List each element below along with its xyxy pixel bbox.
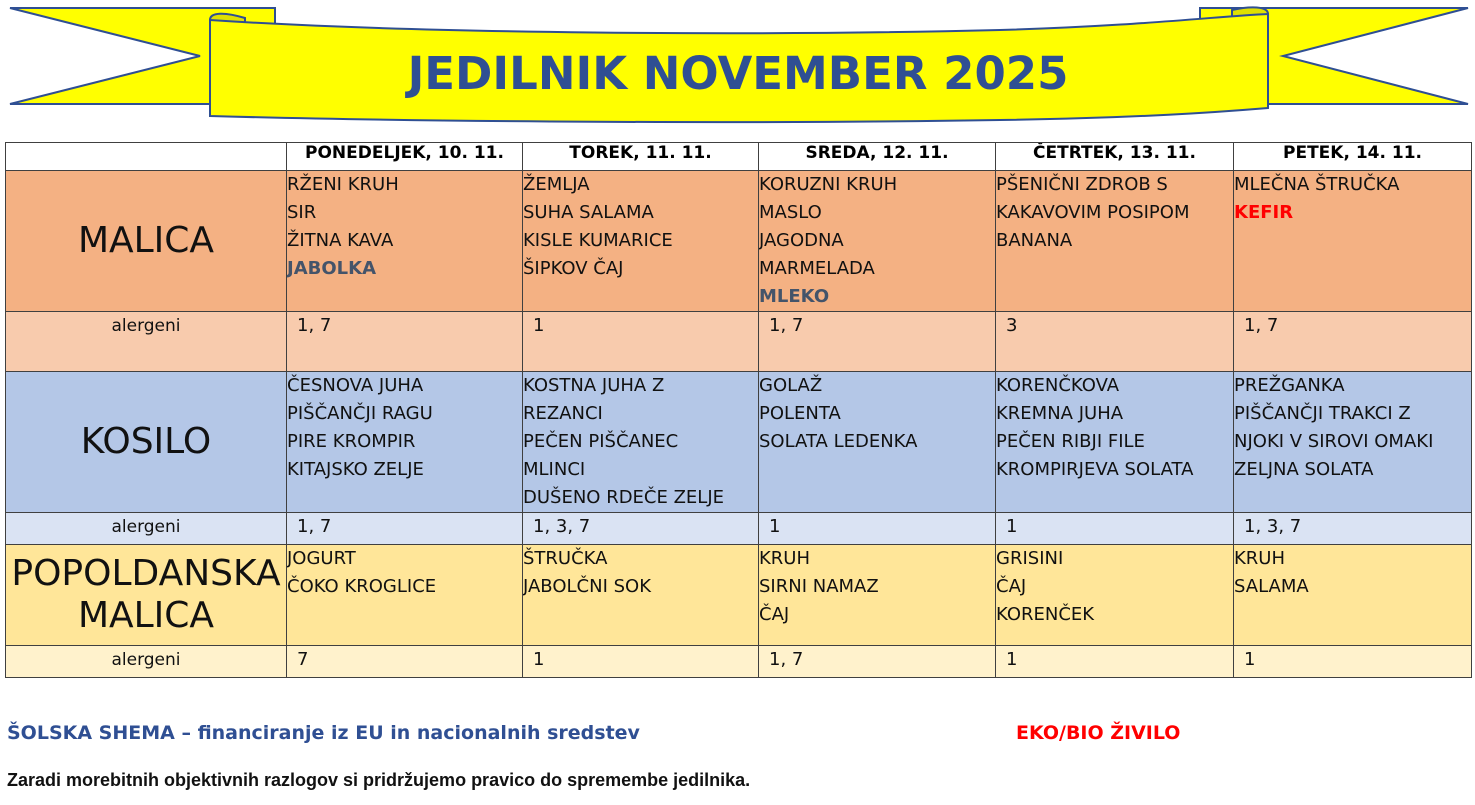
menu-item: PŠENIČNI ZDROB S [996, 174, 1168, 195]
menu-item: SUHA SALAMA [523, 202, 654, 223]
menu-item: DUŠENO RDEČE ZELJE [523, 487, 725, 508]
day-header: PONEDELJEK, 10. 11. [287, 143, 523, 171]
allergen-label: alergeni [6, 646, 287, 678]
menu-item: SIRNI NAMAZ [759, 576, 879, 597]
meal-cell [759, 171, 996, 312]
allergen-value: 1, 7 [759, 646, 996, 678]
menu-item: JAGODNA [759, 230, 844, 251]
meal-cell [996, 372, 1234, 513]
menu-item: SOLATA LEDENKA [759, 431, 918, 452]
allergen-value: 7 [287, 646, 523, 678]
menu-item: ŠIPKOV ČAJ [523, 258, 624, 279]
menu-item: KORENČEK [996, 604, 1095, 625]
menu-item: PREŽGANKA [1234, 375, 1345, 396]
menu-item: PEČEN RIBJI FILE [996, 431, 1145, 452]
allergen-value: 1, 7 [759, 312, 996, 372]
menu-item: JABOLKA [287, 258, 376, 279]
menu-table [5, 142, 1472, 678]
allergen-value: 1 [759, 513, 996, 545]
allergen-row [6, 513, 1472, 545]
meal-cell [523, 171, 759, 312]
menu-item: ŽEMLJA [523, 174, 590, 195]
menu-item: KISLE KUMARICE [523, 230, 673, 251]
menu-item: JABOLČNI SOK [523, 576, 651, 597]
menu-item: ŠTRUČKA [523, 548, 608, 569]
menu-item: ZELJNA SOLATA [1234, 459, 1374, 480]
eko-bio-legend: EKO/BIO ŽIVILO [1016, 722, 1181, 744]
allergen-value: 1 [996, 513, 1234, 545]
allergen-label: alergeni [6, 312, 287, 372]
meal-name: MALICA [6, 171, 287, 312]
header-row [6, 143, 1472, 171]
menu-item: ŽITNA KAVA [287, 230, 394, 251]
menu-item: GRISINI [996, 548, 1064, 569]
day-header: TOREK, 11. 11. [523, 143, 759, 171]
menu-item: ČAJ [996, 576, 1027, 597]
menu-item: MASLO [759, 202, 822, 223]
menu-item: KAKAVOVIM POSIPOM [996, 202, 1190, 223]
allergen-value: 3 [996, 312, 1234, 372]
menu-item: KOSTNA JUHA Z [523, 375, 665, 396]
menu-item: MLINCI [523, 459, 586, 480]
menu-item: RŽENI KRUH [287, 174, 399, 195]
menu-item: KORENČKOVA [996, 375, 1120, 396]
meal-name-line: MALICA [77, 595, 215, 636]
meal-cell [1234, 545, 1472, 646]
menu-item: PEČEN PIŠČANEC [523, 431, 679, 452]
meal-row [6, 171, 1472, 312]
day-header: SREDA, 12. 11. [759, 143, 996, 171]
meal-cell [1234, 372, 1472, 513]
menu-item: KITAJSKO ZELJE [287, 459, 424, 480]
meal-cell [523, 372, 759, 513]
menu-item: SIR [287, 202, 317, 223]
meal-row [6, 545, 1472, 646]
allergen-value: 1 [523, 646, 759, 678]
meal-cell [996, 171, 1234, 312]
menu-item: REZANCI [523, 403, 603, 424]
allergen-value: 1 [1234, 646, 1472, 678]
allergen-row [6, 312, 1472, 372]
school-scheme-note: ŠOLSKA SHEMA – financiranje iz EU in nacionalnih sredstev [7, 722, 640, 744]
menu-item: ČESNOVA JUHA [287, 375, 424, 396]
menu-item: POLENTA [759, 403, 841, 424]
menu-item: KEFIR [1234, 202, 1294, 223]
menu-item: ČOKO KROGLICE [287, 576, 437, 597]
menu-item: JOGURT [287, 548, 356, 569]
meal-cell [287, 171, 523, 312]
meal-cell [759, 545, 996, 646]
menu-item: PIŠČANČJI TRAKCI Z [1234, 403, 1411, 424]
menu-item: SALAMA [1234, 576, 1309, 597]
allergen-label: alergeni [6, 513, 287, 545]
allergen-value: 1, 7 [1234, 312, 1472, 372]
meal-name [6, 545, 287, 646]
menu-item: MLEKO [759, 286, 830, 307]
menu-item: PIŠČANČJI RAGU [287, 403, 433, 424]
menu-item: BANANA [996, 230, 1073, 251]
menu-item: KRUH [1234, 548, 1286, 569]
meal-name: KOSILO [6, 372, 287, 513]
meal-cell [287, 545, 523, 646]
meal-cell [523, 545, 759, 646]
menu-item: GOLAŽ [759, 375, 823, 396]
day-header: PETEK, 14. 11. [1234, 143, 1472, 171]
menu-item: MLEČNA ŠTRUČKA [1234, 174, 1400, 195]
allergen-value: 1 [523, 312, 759, 372]
allergen-value: 1 [996, 646, 1234, 678]
allergen-row [6, 646, 1472, 678]
menu-item: MARMELADA [759, 258, 875, 279]
menu-item: PIRE KROMPIR [287, 431, 416, 452]
menu-item: KREMNA JUHA [996, 403, 1124, 424]
menu-item: KORUZNI KRUH [759, 174, 898, 195]
day-header: ČETRTEK, 13. 11. [996, 143, 1234, 171]
allergen-value: 1, 3, 7 [523, 513, 759, 545]
page-title: JEDILNIK NOVEMBER 2025 [407, 47, 1069, 100]
header-corner [6, 143, 287, 171]
meal-name-line: POPOLDANSKA [11, 553, 281, 594]
meal-cell [1234, 171, 1472, 312]
allergen-value: 1, 3, 7 [1234, 513, 1472, 545]
allergen-value: 1, 7 [287, 513, 523, 545]
meal-cell [287, 372, 523, 513]
menu-item: KROMPIRJEVA SOLATA [996, 459, 1194, 480]
meal-cell [759, 372, 996, 513]
menu-item: NJOKI V SIROVI OMAKI [1234, 431, 1434, 452]
allergen-value: 1, 7 [287, 312, 523, 372]
meal-cell [996, 545, 1234, 646]
menu-item: KRUH [759, 548, 811, 569]
menu-item: ČAJ [759, 604, 790, 625]
change-disclaimer: Zaradi morebitnih objektivnih razlogov si pridržujemo pravico do spremembe jedilnika. [7, 770, 751, 790]
meal-row [6, 372, 1472, 513]
